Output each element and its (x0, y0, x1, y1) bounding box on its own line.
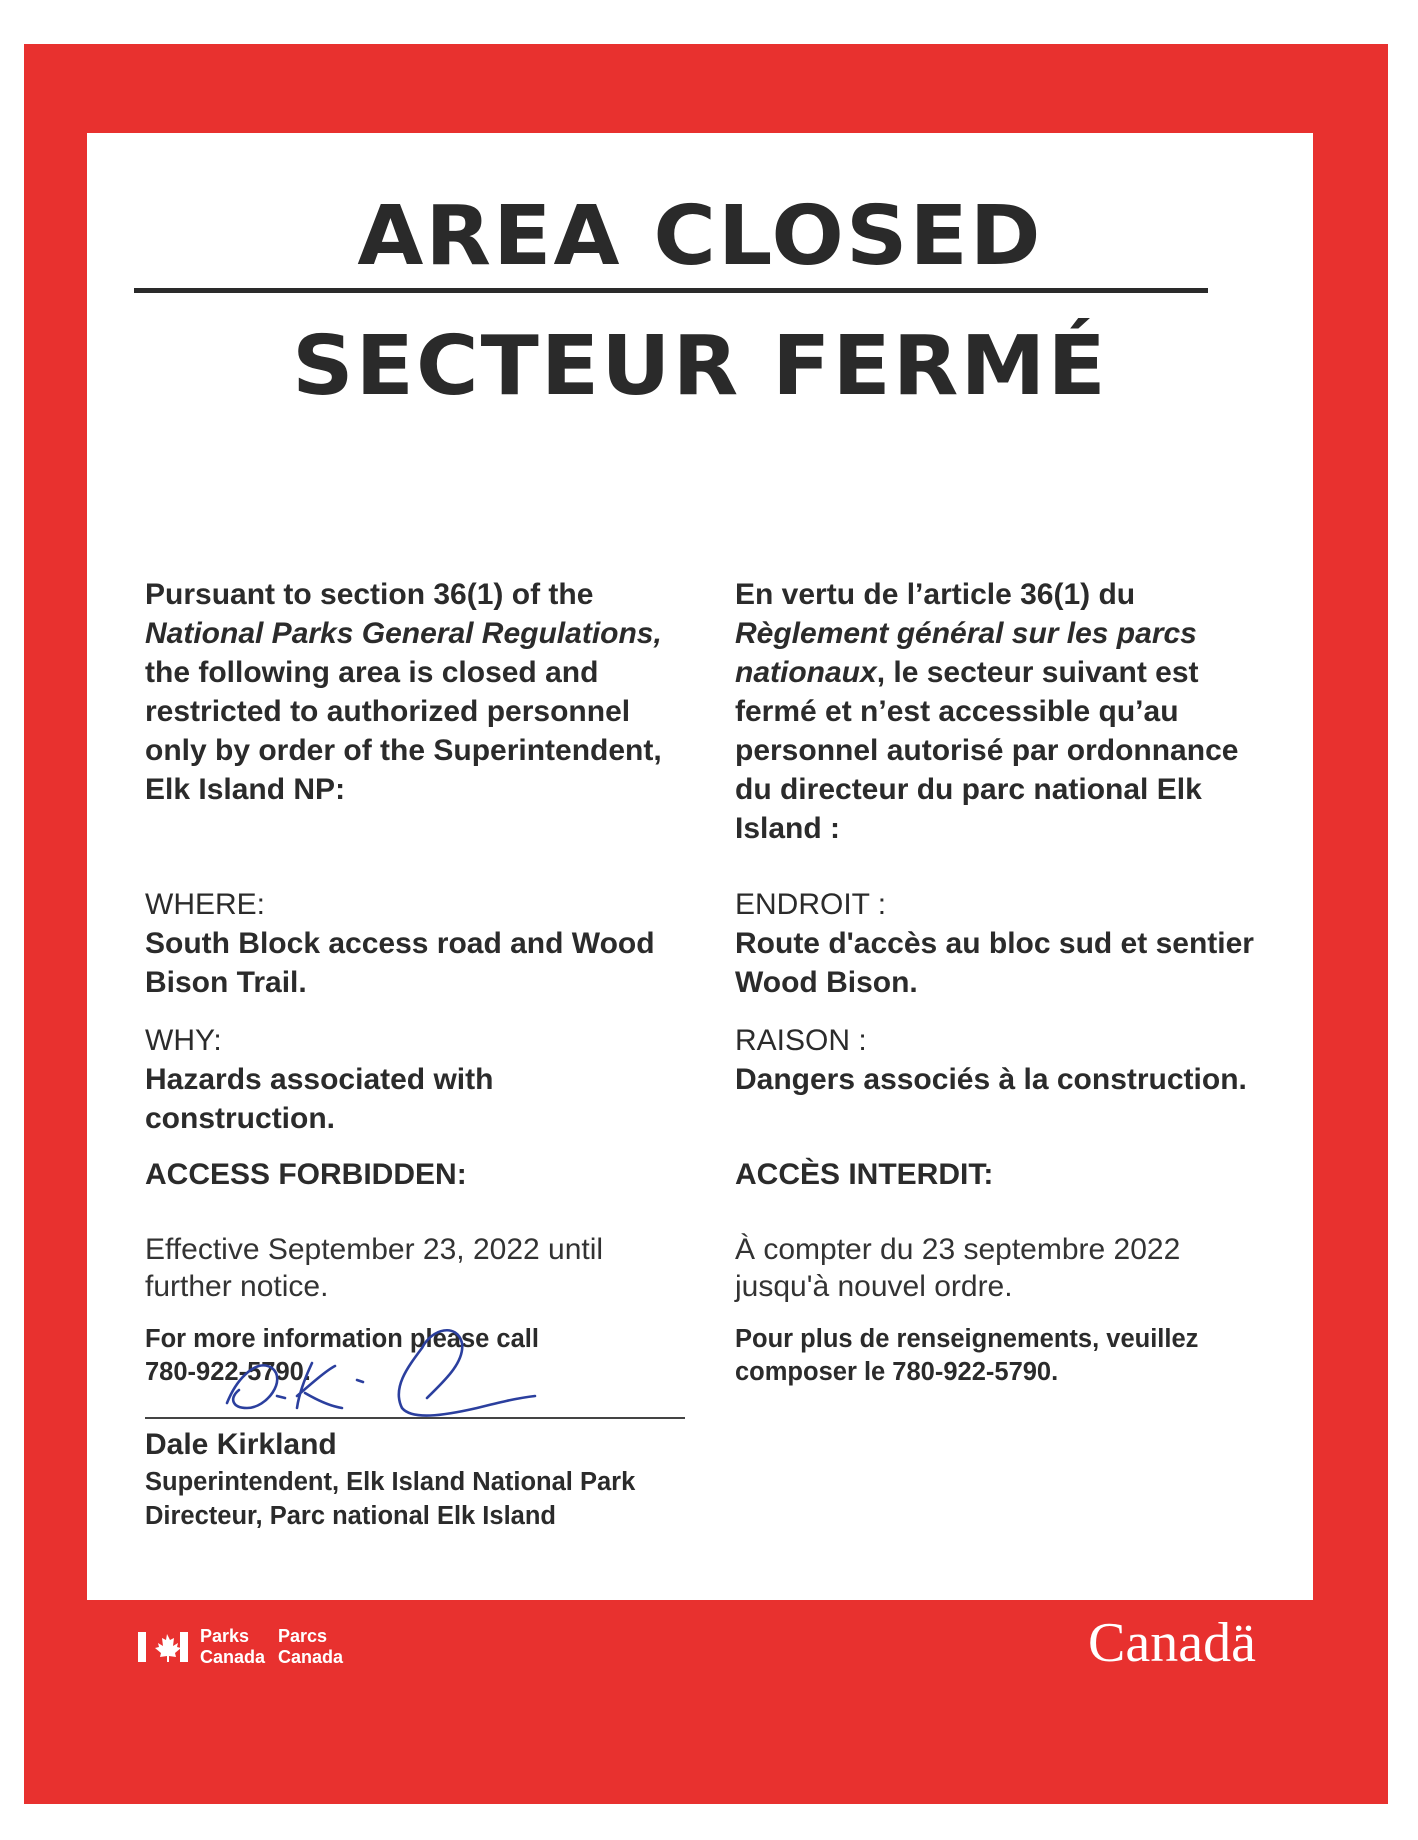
where-label: WHERE: (145, 888, 265, 921)
endroit-label: ENDROIT : (735, 888, 887, 921)
signature-mark (217, 1308, 577, 1428)
signatory-title-en: Superintendent, Elk Island National Park (145, 1468, 636, 1496)
english-intro: Pursuant to section 36(1) of the National Parks General Regulations, the following area is closed and restricted to authorized personnel only by order of the Superintendent, Elk Island NP: (145, 578, 662, 806)
english-effective-date: Effective September 23, 2022 until further notice. (145, 1233, 604, 1303)
acces-interdit-label: ACCÈS INTERDIT: (735, 1158, 994, 1191)
french-why-section: RAISON : Dangers associés à la construction. (735, 1021, 1305, 1099)
english-contact-info: For more information please call 780-922-5790. (145, 1325, 539, 1386)
title-divider (134, 288, 1208, 293)
signature-line (145, 1417, 685, 1419)
french-contact-info: Pour plus de renseignements, veuillez composer le 780-922-5790. (735, 1325, 1199, 1386)
french-effective-date: À compter du 23 septembre 2022 jusqu'à nouvel ordre. (735, 1233, 1181, 1303)
parks-canada-logo: Parks Canada Parcs Canada (130, 1620, 378, 1674)
french-where-section: ENDROIT : Route d'accès au bloc sud et sentier Wood Bison. (735, 885, 1305, 1002)
canada-wordmark: Canadä (1088, 1612, 1256, 1674)
english-where-section: WHERE: South Block access road and Wood Bison Trail. (145, 885, 705, 1002)
why-label: WHY: (145, 1024, 222, 1057)
title-french: SECTEUR FERMÉ (292, 319, 1108, 414)
raison-label: RAISON : (735, 1024, 867, 1057)
signatory-name: Dale Kirkland (145, 1428, 337, 1461)
signatory-title-fr: Directeur, Parc national Elk Island (145, 1502, 556, 1530)
access-forbidden-label: ACCESS FORBIDDEN: (145, 1158, 467, 1191)
french-intro: En vertu de l’article 36(1) du Règlement général sur les parcs nationaux, le secteur suivant est fermé et n’est accessible qu’au personnel autorisé par ordonnance du directeur du parc national Elk Island : (735, 578, 1239, 845)
notice-panel (87, 133, 1313, 1600)
title-english: AREA CLOSED (357, 189, 1043, 284)
english-why-section: WHY: Hazards associated with construction. (145, 1021, 705, 1138)
